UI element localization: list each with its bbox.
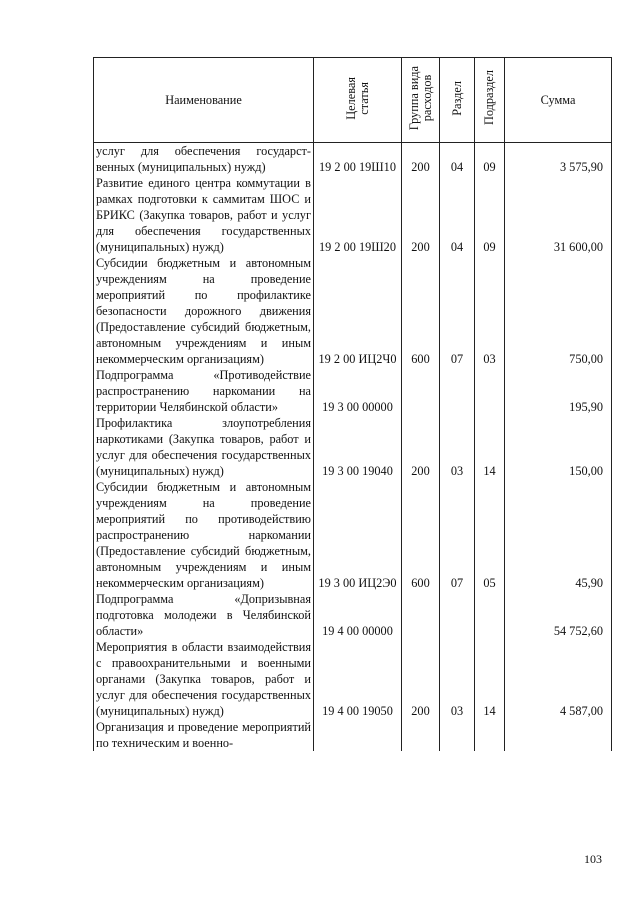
row-subsection: 14 [475,639,505,719]
header-name: Наименование [94,58,314,143]
header-section [440,58,475,143]
row-sum: 195,90 [505,367,612,415]
row-group: 200 [402,639,440,719]
row-name: Подпрограмма «Допризывная подготовка молодежи в Челябинской области» [94,591,314,639]
header-subsection-label: Подраздел [482,70,496,126]
row-section: 04 [440,175,475,255]
row-name: услуг для обеспечения государст-венных (муниципальных) нужд) [94,143,314,176]
row-target: 19 2 00 ИЦ2Ч0 [314,255,402,367]
row-group [402,367,440,415]
table-row [94,255,612,367]
row-target: 19 4 00 00000 [314,591,402,639]
row-group [402,591,440,639]
table-row [94,591,612,639]
row-name: Субсидии бюджетным и автономным учреждениям на проведение мероприятий по профилактике безопасности дорожного движения (Предоставление субсидий бюджетным, автономным учреждениям и иным некоммерческим организациям) [94,255,314,367]
row-target: 19 3 00 00000 [314,367,402,415]
row-subsection [475,367,505,415]
row-target: 19 2 00 19Ш10 [314,143,402,176]
row-target: 19 3 00 ИЦ2Э0 [314,479,402,591]
row-sum: 750,00 [505,255,612,367]
row-subsection: 03 [475,255,505,367]
row-group: 200 [402,175,440,255]
header-target [314,58,402,143]
row-name: Мероприятия в области взаимодействия с правоохранительными и военными органами (Закупка товаров, работ и услуг для обеспечения государственных (муниципальных) нужд) [94,639,314,719]
table-row [94,719,612,751]
table-row [94,415,612,479]
row-sum: 3 575,90 [505,143,612,176]
row-sum: 4 587,00 [505,639,612,719]
row-sum: 150,00 [505,415,612,479]
budget-table [93,57,612,751]
row-name: Субсидии бюджетным и автономным учреждениям на проведение мероприятий по противодействию распространению наркомании (Предоставление субсидий бюджетным, автономным учреждениям и иным некоммерческим организациям) [94,479,314,591]
row-name: Организация и проведение мероприятий по техническим и военно- [94,719,314,751]
row-section [440,719,475,751]
header-group-label: Группа вида расходов [406,65,434,131]
row-subsection: 09 [475,175,505,255]
row-subsection [475,719,505,751]
row-section [440,367,475,415]
table-row [94,175,612,255]
row-subsection: 09 [475,143,505,176]
row-name: Развитие единого центра коммутации в рамках подготовки к саммитам ШОС и БРИКС (Закупка товаров, работ и услуг для обеспечения государственных (муниципальных) нужд) [94,175,314,255]
table-row [94,479,612,591]
row-name: Подпрограмма «Противодействие распространению наркомании на территории Челябинской области» [94,367,314,415]
row-sum: 31 600,00 [505,175,612,255]
row-group: 600 [402,255,440,367]
row-section: 03 [440,639,475,719]
table-header-row [94,58,612,143]
row-section: 07 [440,255,475,367]
row-target: 19 2 00 19Ш20 [314,175,402,255]
row-target: 19 3 00 19040 [314,415,402,479]
table-row [94,367,612,415]
row-section [440,591,475,639]
row-section: 03 [440,415,475,479]
row-subsection: 05 [475,479,505,591]
row-sum: 54 752,60 [505,591,612,639]
row-subsection: 14 [475,415,505,479]
header-section-label: Раздел [449,80,464,116]
page-number: 103 [584,852,602,866]
header-group [402,58,440,143]
row-group: 200 [402,143,440,176]
row-group: 200 [402,415,440,479]
row-subsection [475,591,505,639]
row-target [314,719,402,751]
row-name: Профилактика злоупотребления наркотиками (Закупка товаров, работ и услуг для обеспечения государственных (муниципальных) нужд) [94,415,314,479]
header-target-label: Целевая статья [343,76,371,120]
row-target: 19 4 00 19050 [314,639,402,719]
table-row [94,639,612,719]
row-group: 600 [402,479,440,591]
row-sum [505,719,612,751]
header-sum: Сумма [505,58,612,143]
header-subsection [475,58,505,143]
row-section: 07 [440,479,475,591]
table-row [94,143,612,176]
row-group [402,719,440,751]
row-sum: 45,90 [505,479,612,591]
row-section: 04 [440,143,475,176]
